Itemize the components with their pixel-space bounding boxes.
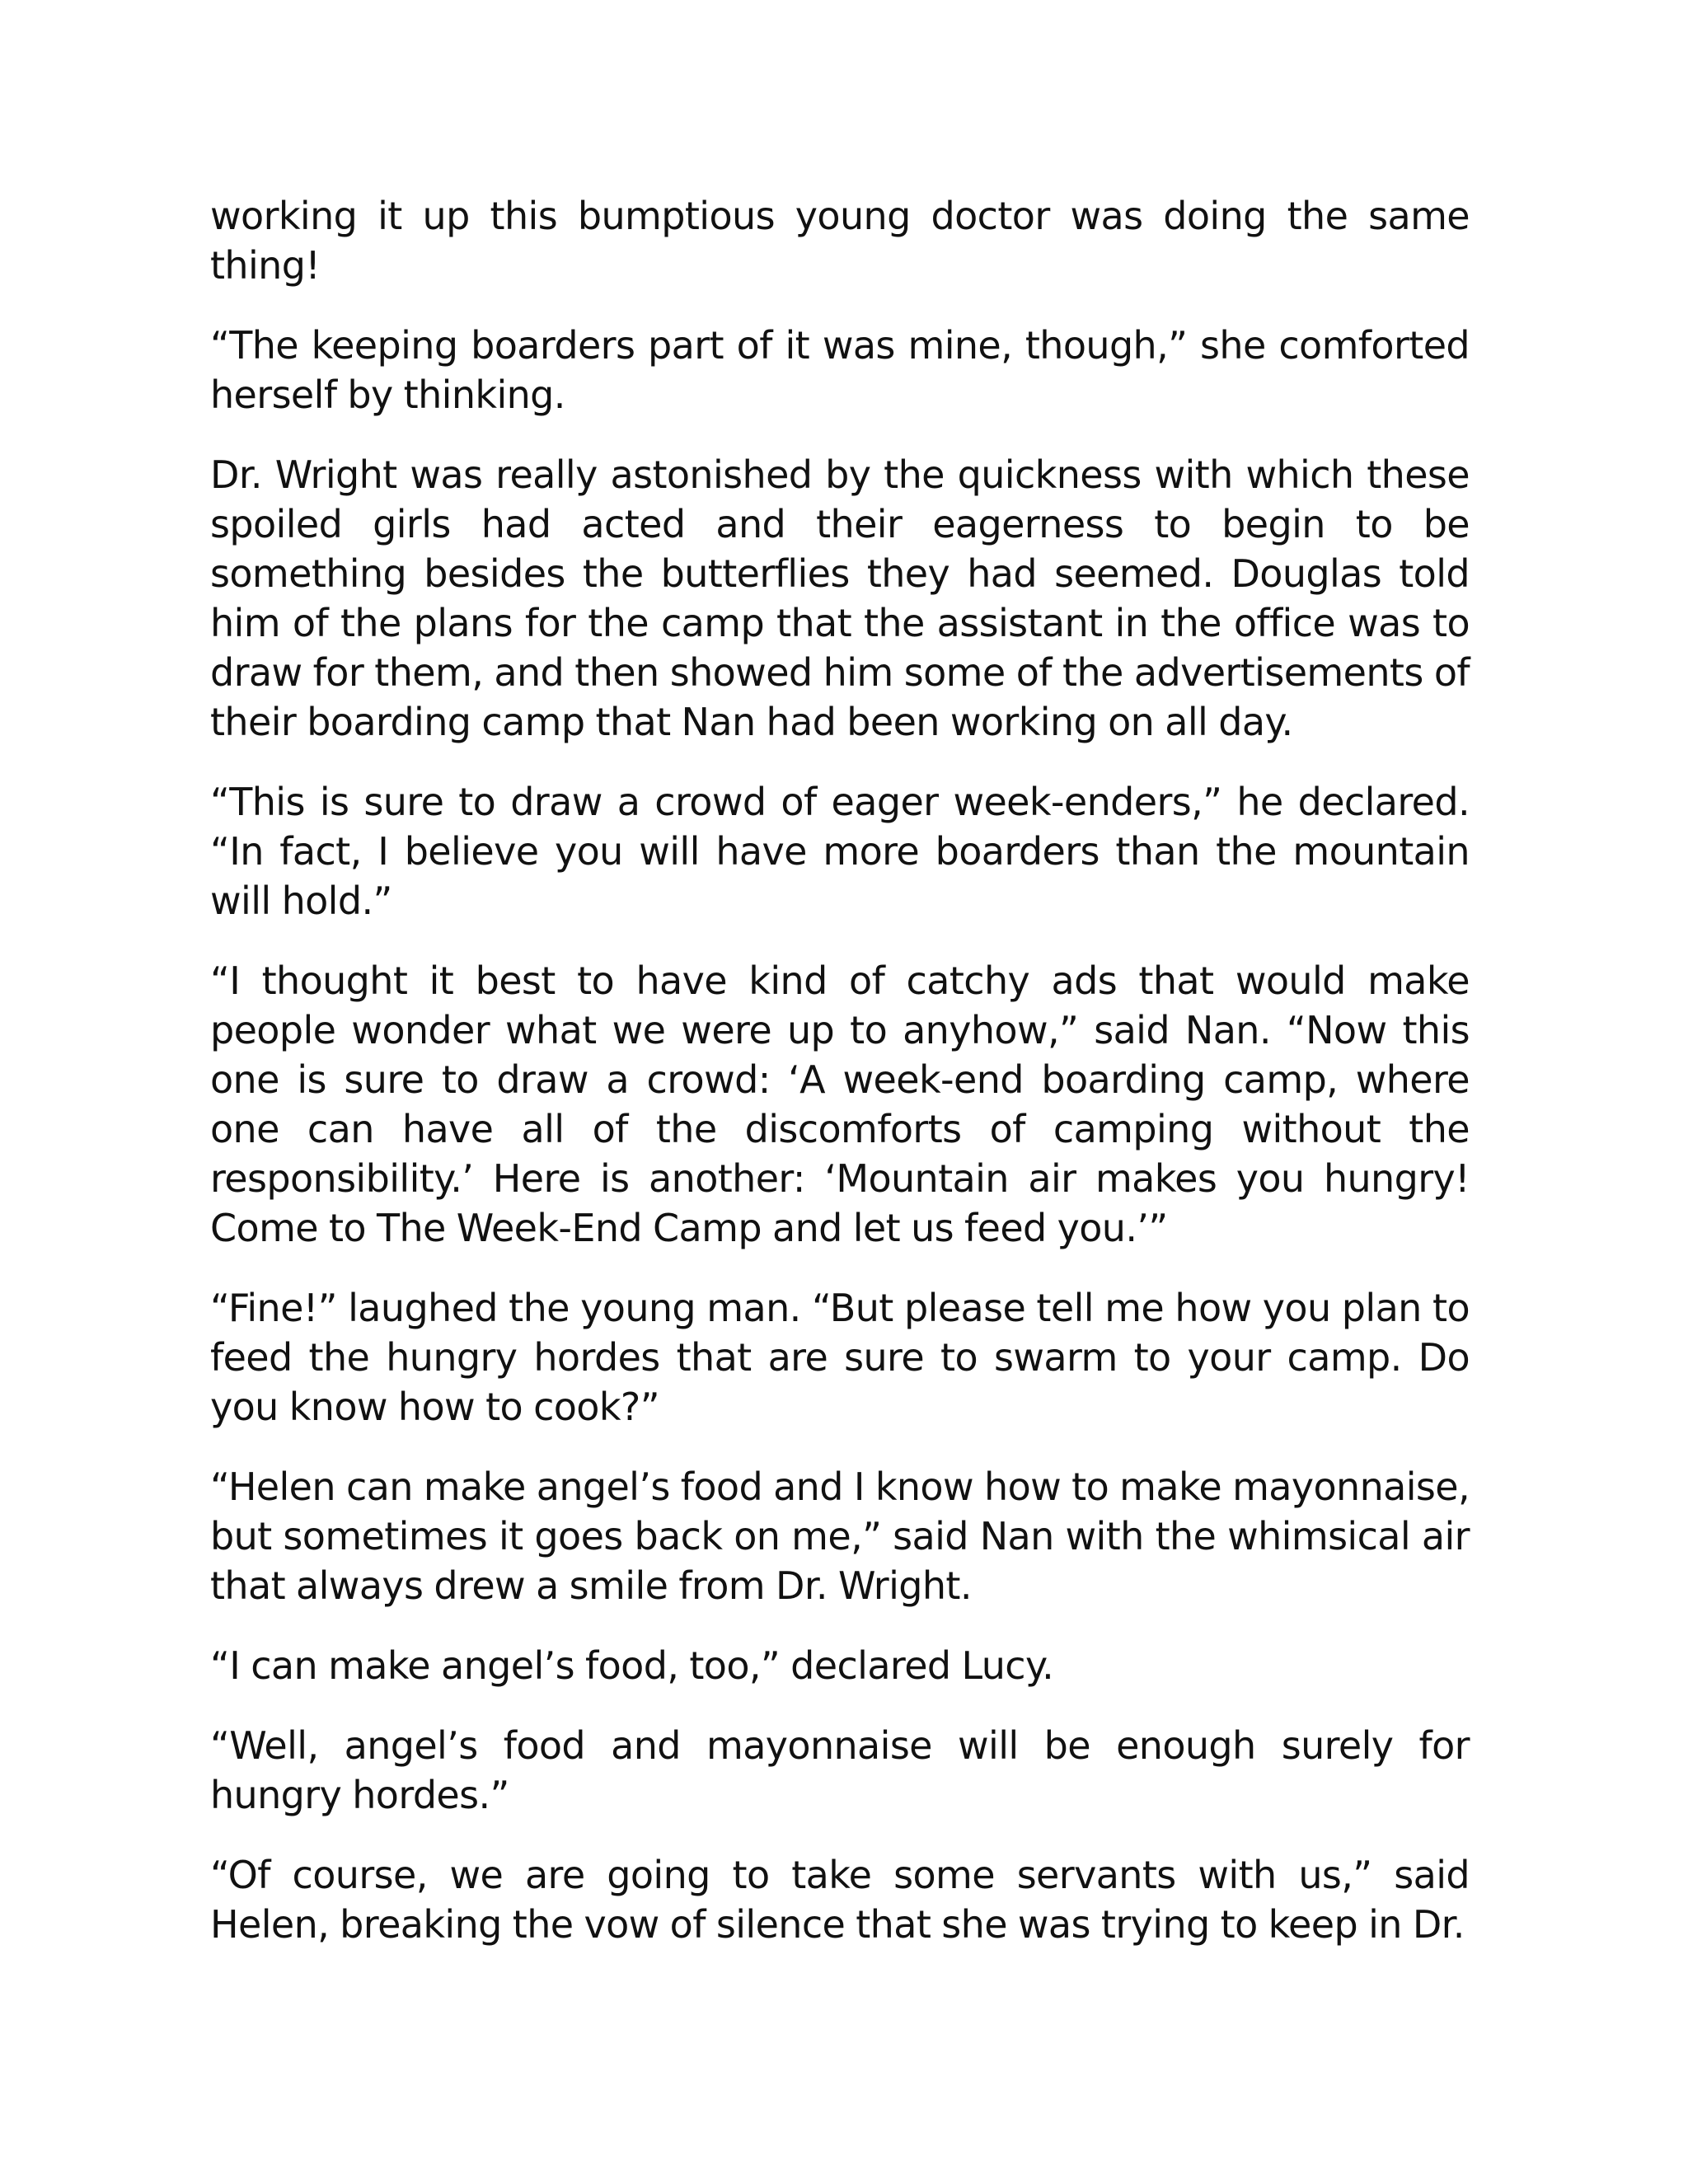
paragraph-2: “The keeping boarders part of it was mine, though,” she comforted herself by thinking. [210,323,1470,417]
paragraph-6: “Fine!” laughed the young man. “But please tell me how you plan to feed the hungry hordes that are sure to swarm to your camp. Do you know how to cook?” [210,1286,1470,1429]
paragraph-8: “I can make angel’s food, too,” declared Lucy. [210,1643,1054,1688]
paragraph-4: “This is sure to draw a crowd of eager week-enders,” he declared. “In fact, I believe you will have more boarders than the mountain will hold.” [210,780,1470,923]
paragraph-1: working it up this bumptious young doctor was doing the same thing! [210,194,1470,288]
paragraph-5: “I thought it best to have kind of catchy ads that would make people wonder what we were up to anyhow,” said Nan. “Now this one is sure to draw a crowd: ‘A week-end boarding camp, where one can have all of the discomforts of camping without the responsibility.’ Here is another: ‘Mountain air makes you hungry! Come to The Week-End Camp and let us feed you.’” [210,958,1470,1250]
document-page [210,191,1470,1980]
paragraph-10: “Of course, we are going to take some servants with us,” said Helen, breaking the vow of silence that she was trying to keep in Dr. [210,1853,1470,1947]
paragraph-3: Dr. Wright was really astonished by the quickness with which these spoiled girls had acted and their eagerness to begin to be something besides the butterflies they had seemed. Douglas told him of the plans for the camp that the assistant in the office was to draw for them, and then showed him some of the advertisements of their boarding camp that Nan had been working on all day. [210,452,1470,744]
paragraph-9: “Well, angel’s food and mayonnaise will be enough surely for hungry hordes.” [210,1723,1470,1817]
paragraph-7: “Helen can make angel’s food and I know how to make mayonnaise, but sometimes it goes back on me,” said Nan with the whimsical air that always drew a smile from Dr. Wright. [210,1465,1470,1608]
